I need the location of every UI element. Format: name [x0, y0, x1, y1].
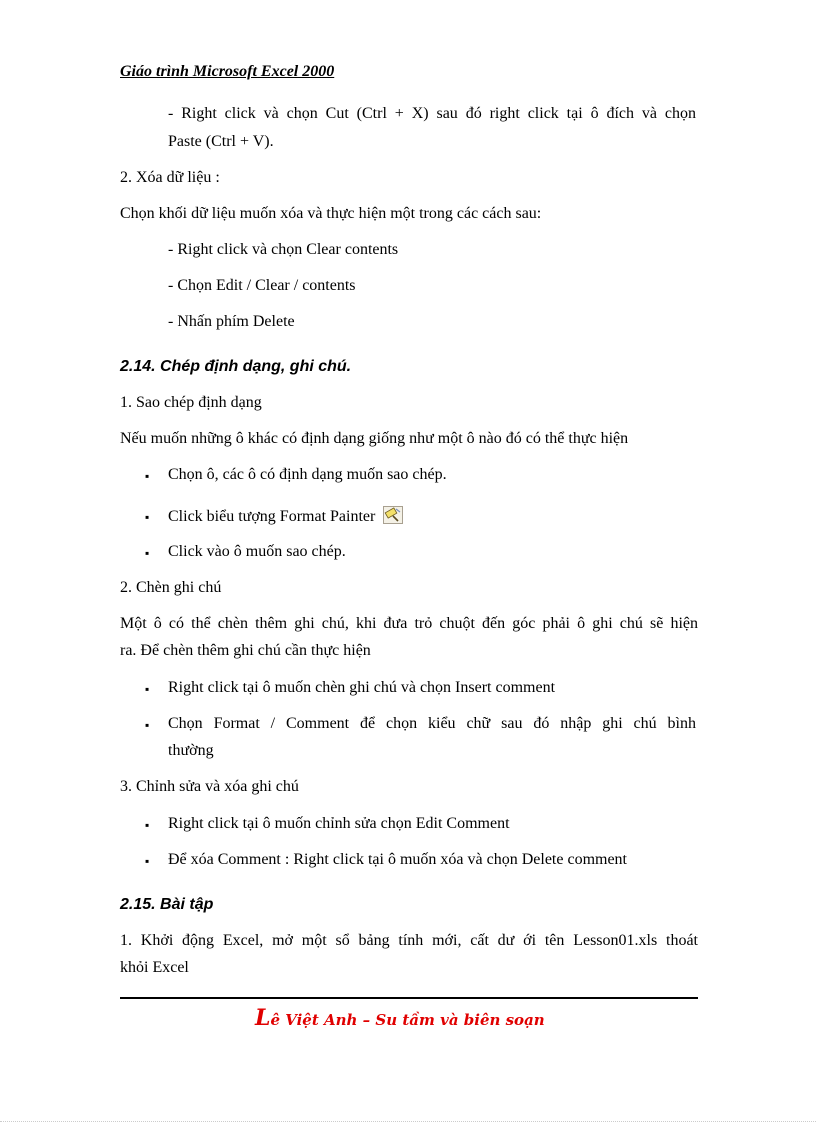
copy-bullet-3: Click vào ô muốn sao chép.	[168, 543, 346, 560]
bullet-marker: ▪	[145, 469, 150, 483]
comment-intro-line-2: ra. Để chèn thêm ghi chú cần thực hiện	[120, 642, 371, 659]
footer-credit	[255, 1005, 545, 1031]
edit-bullet-1: Right click tại ô muốn chỉnh sửa chọn Edit Comment	[168, 815, 510, 832]
cut-paste-line-1: - Right click và chọn Cut (Ctrl + X) sau đó right click tại ô đích và chọn	[168, 105, 696, 122]
cut-paste-line-2: Paste (Ctrl + V).	[168, 133, 274, 150]
section-215-heading: 2.15. Bài tập	[120, 896, 214, 913]
footer-initial: L	[255, 1005, 271, 1031]
bullet-marker: ▪	[145, 718, 150, 732]
footer-rule	[120, 997, 698, 999]
footer-text: ê Việt Anh – Su tầm và biên soạn	[270, 1011, 545, 1029]
bullet-marker: ▪	[145, 510, 150, 524]
copy-format-intro: Nếu muốn những ô khác có định dạng giống như một ô nào đó có thể thực hiện	[120, 430, 629, 447]
bullet-marker: ▪	[145, 546, 150, 560]
bullet-marker: ▪	[145, 854, 150, 868]
exercise-line-1: 1. Khởi động Excel, mở một sổ bảng tính mới, cất dư ới tên Lesson01.xls thoát	[120, 932, 698, 949]
bullet-marker: ▪	[145, 682, 150, 696]
copy-bullet-1: Chọn ô, các ô có định dạng muốn sao chép.	[168, 466, 447, 483]
delete-intro: Chọn khối dữ liệu muốn xóa và thực hiện một trong các cách sau:	[120, 205, 542, 222]
comment-bullet-2: Chọn Format / Comment để chọn kiểu chữ sau đó nhập ghi chú bình	[168, 715, 696, 732]
delete-option-2: - Chọn Edit / Clear / contents	[168, 277, 356, 294]
comment-title: 2. Chèn ghi chú	[120, 579, 222, 596]
exercise-line-2: khỏi Excel	[120, 959, 189, 976]
page-bottom-edge	[0, 1121, 816, 1122]
comment-intro-line-1: Một ô có thể chèn thêm ghi chú, khi đưa trỏ chuột đến góc phải ô ghi chú sẽ hiện	[120, 615, 698, 632]
delete-title: 2. Xóa dữ liệu :	[120, 169, 220, 186]
format-painter-icon	[383, 506, 403, 524]
copy-bullet-2-text: Click biểu tượng Format Painter	[168, 508, 376, 525]
edit-bullet-2: Để xóa Comment : Right click tại ô muốn xóa và chọn Delete comment	[168, 851, 627, 868]
bullet-marker: ▪	[145, 818, 150, 832]
delete-option-3: - Nhấn phím Delete	[168, 313, 295, 330]
comment-bullet-2-cont: thường	[168, 742, 214, 759]
copy-format-title: 1. Sao chép định dạng	[120, 394, 262, 411]
copy-bullet-2	[168, 506, 403, 527]
section-214-heading: 2.14. Chép định dạng, ghi chú.	[120, 358, 352, 375]
document-header: Giáo trình Microsoft Excel 2000	[120, 63, 335, 80]
delete-option-1: - Right click và chọn Clear contents	[168, 241, 399, 258]
comment-bullet-1: Right click tại ô muốn chèn ghi chú và chọn Insert comment	[168, 679, 556, 696]
edit-title: 3. Chỉnh sửa và xóa ghi chú	[120, 778, 299, 795]
